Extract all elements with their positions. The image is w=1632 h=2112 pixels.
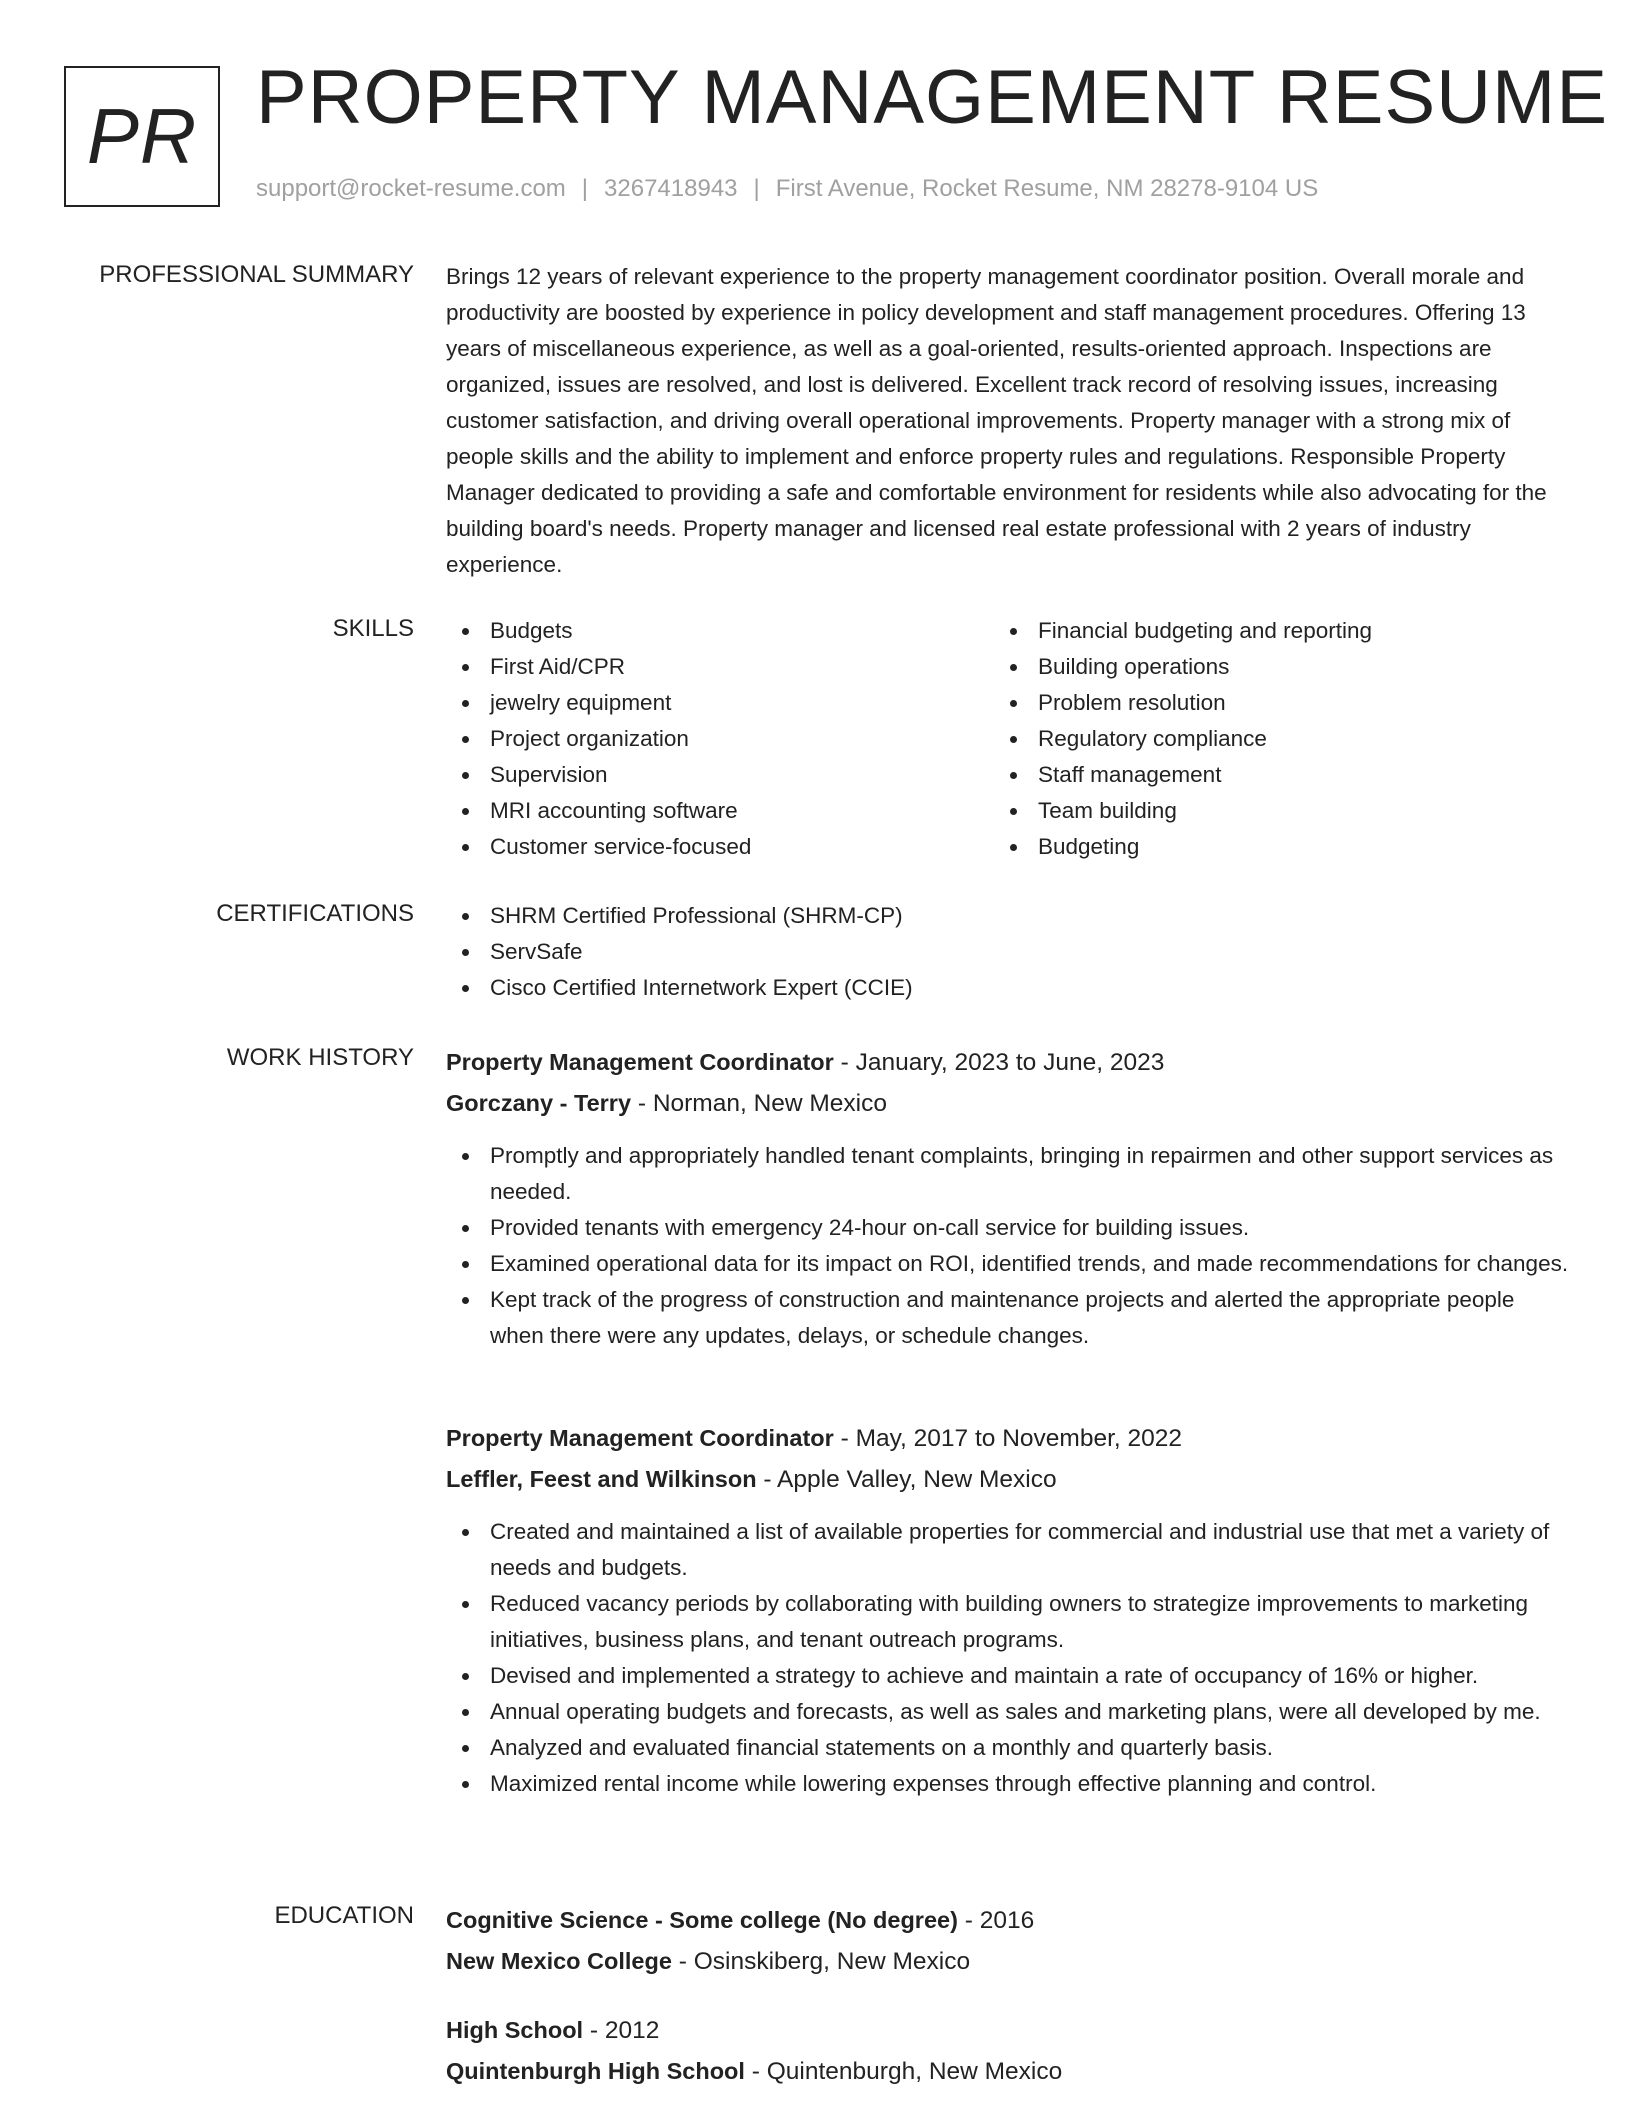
skill-item: Team building	[994, 793, 1542, 829]
job-bullet: Annual operating budgets and forecasts, as well as sales and marketing plans, were all developed by me.	[446, 1694, 1571, 1730]
education-location: Quintenburgh, New Mexico	[766, 2058, 1063, 2085]
job-bullets	[446, 1514, 1571, 1802]
skill-item: jewelry equipment	[446, 685, 994, 721]
skill-item: Staff management	[994, 757, 1542, 793]
job-title-line	[446, 1042, 1571, 1083]
education-year: 2016	[979, 1907, 1035, 1934]
education-degree: High School	[446, 2017, 584, 2043]
contact-separator: |	[581, 175, 589, 202]
contact-separator: |	[753, 175, 760, 202]
certifications-list	[446, 898, 1571, 1006]
dash: -	[964, 1907, 973, 1934]
certification-item: ServSafe	[446, 934, 1571, 970]
section-label-certifications: CERTIFICATIONS	[216, 900, 414, 927]
skill-item: First Aid/CPR	[446, 649, 994, 685]
job-location: Apple Valley, New Mexico	[777, 1466, 1057, 1493]
job-bullet: Reduced vacancy periods by collaborating with building owners to strategize improvements to marketing initiatives, business plans, and tenant outreach programs.	[446, 1586, 1571, 1658]
skill-item: Project organization	[446, 721, 994, 757]
skill-item: Regulatory compliance	[994, 721, 1542, 757]
job-dates: May, 2017 to November, 2022	[855, 1425, 1183, 1452]
education-school: New Mexico College	[446, 1948, 672, 1974]
education-school-line	[446, 2051, 1571, 2092]
job-bullet: Promptly and appropriately handled tenant complaints, bringing in repairmen and other support services as needed.	[446, 1138, 1571, 1210]
education-entry	[446, 1900, 1571, 1982]
skill-item: Supervision	[446, 757, 994, 793]
certification-item: Cisco Certified Internetwork Expert (CCIE)	[446, 970, 1571, 1006]
job-company: Gorczany - Terry	[446, 1090, 632, 1116]
page-title: PROPERTY MANAGEMENT RESUME	[256, 55, 1609, 140]
education-degree: Cognitive Science - Some college (No degree)	[446, 1907, 958, 1933]
education-year: 2012	[604, 2017, 660, 2044]
job-bullets	[446, 1138, 1571, 1354]
certification-item: SHRM Certified Professional (SHRM-CP)	[446, 898, 1571, 934]
job-bullet: Analyzed and evaluated financial statements on a monthly and quarterly basis.	[446, 1730, 1571, 1766]
job-entry	[446, 1042, 1571, 1354]
job-bullet: Provided tenants with emergency 24-hour on-call service for building issues.	[446, 1210, 1571, 1246]
job-bullet: Examined operational data for its impact on ROI, identified trends, and made recommendations for changes.	[446, 1246, 1571, 1282]
summary-text: Brings 12 years of relevant experience to the property management coordinator position. Overall morale and productivity are boosted by experience in policy development and staff management procedures. Offering 13 years of miscellaneous experience, as well as a goal-oriented, results-oriented approach. Inspections are organized, issues are resolved, and lost is delivered. Excellent track record of resolving issues, increasing customer satisfaction, and driving overall operational improvements. Property manager with a strong mix of people skills and the ability to implement and enforce property rules and regulations. Responsible Property Manager dedicated to providing a safe and comfortable environment for residents while also advocating for the building board's needs. Property manager and licensed real estate professional with 2 years of industry experience.	[446, 264, 1547, 577]
skill-item: Customer service-focused	[446, 829, 994, 865]
contact-address: First Avenue, Rocket Resume, NM 28278-9104 US	[775, 175, 1319, 202]
job-title: Property Management Coordinator	[446, 1425, 834, 1451]
job-company-line	[446, 1459, 1571, 1500]
skill-item: Financial budgeting and reporting	[994, 613, 1542, 649]
education-location: Osinskiberg, New Mexico	[693, 1948, 971, 1975]
job-bullet: Devised and implemented a strategy to achieve and maintain a rate of occupancy of 16% or higher.	[446, 1658, 1571, 1694]
education-degree-line	[446, 2010, 1571, 2051]
section-label-work-history: WORK HISTORY	[226, 1044, 414, 1071]
job-bullet: Maximized rental income while lowering expenses through effective planning and control.	[446, 1766, 1571, 1802]
monogram-box	[64, 66, 220, 207]
education-degree-line	[446, 1900, 1571, 1941]
contact-phone[interactable]: 3267418943	[604, 175, 738, 202]
job-company-line	[446, 1083, 1571, 1124]
dash: -	[751, 2058, 760, 2085]
skill-item: Budgeting	[994, 829, 1542, 865]
job-bullet: Created and maintained a list of available properties for commercial and industrial use that met a variety of needs and budgets.	[446, 1514, 1571, 1586]
education-school: Quintenburgh High School	[446, 2058, 745, 2084]
skills-list-right	[994, 613, 1542, 865]
job-company: Leffler, Feest and Wilkinson	[446, 1466, 757, 1492]
skill-item: MRI accounting software	[446, 793, 994, 829]
job-location: Norman, New Mexico	[652, 1090, 888, 1117]
dash: -	[840, 1049, 849, 1076]
education-school-line	[446, 1941, 1571, 1982]
section-label-skills: SKILLS	[332, 615, 414, 642]
job-title: Property Management Coordinator	[446, 1049, 834, 1075]
skill-item: Building operations	[994, 649, 1542, 685]
section-label-education: EDUCATION	[274, 1902, 414, 1929]
dash: -	[763, 1466, 772, 1493]
job-title-line	[446, 1418, 1571, 1459]
skill-item: Budgets	[446, 613, 994, 649]
skill-item: Problem resolution	[994, 685, 1542, 721]
job-entry	[446, 1418, 1571, 1802]
contact-email[interactable]: support@rocket-resume.com	[256, 175, 566, 202]
section-label-summary: PROFESSIONAL SUMMARY	[99, 261, 414, 288]
monogram-initials: PR	[86, 92, 198, 180]
contact-line	[256, 175, 1318, 203]
dash: -	[637, 1090, 647, 1117]
job-dates: January, 2023 to June, 2023	[855, 1049, 1165, 1076]
skills-list-left	[446, 613, 994, 865]
dash: -	[840, 1425, 849, 1452]
education-entry	[446, 2010, 1571, 2092]
dash: -	[678, 1948, 687, 1975]
dash: -	[589, 2017, 599, 2044]
job-bullet: Kept track of the progress of construction and maintenance projects and alerted the appropriate people when there were any updates, delays, or schedule changes.	[446, 1282, 1571, 1354]
